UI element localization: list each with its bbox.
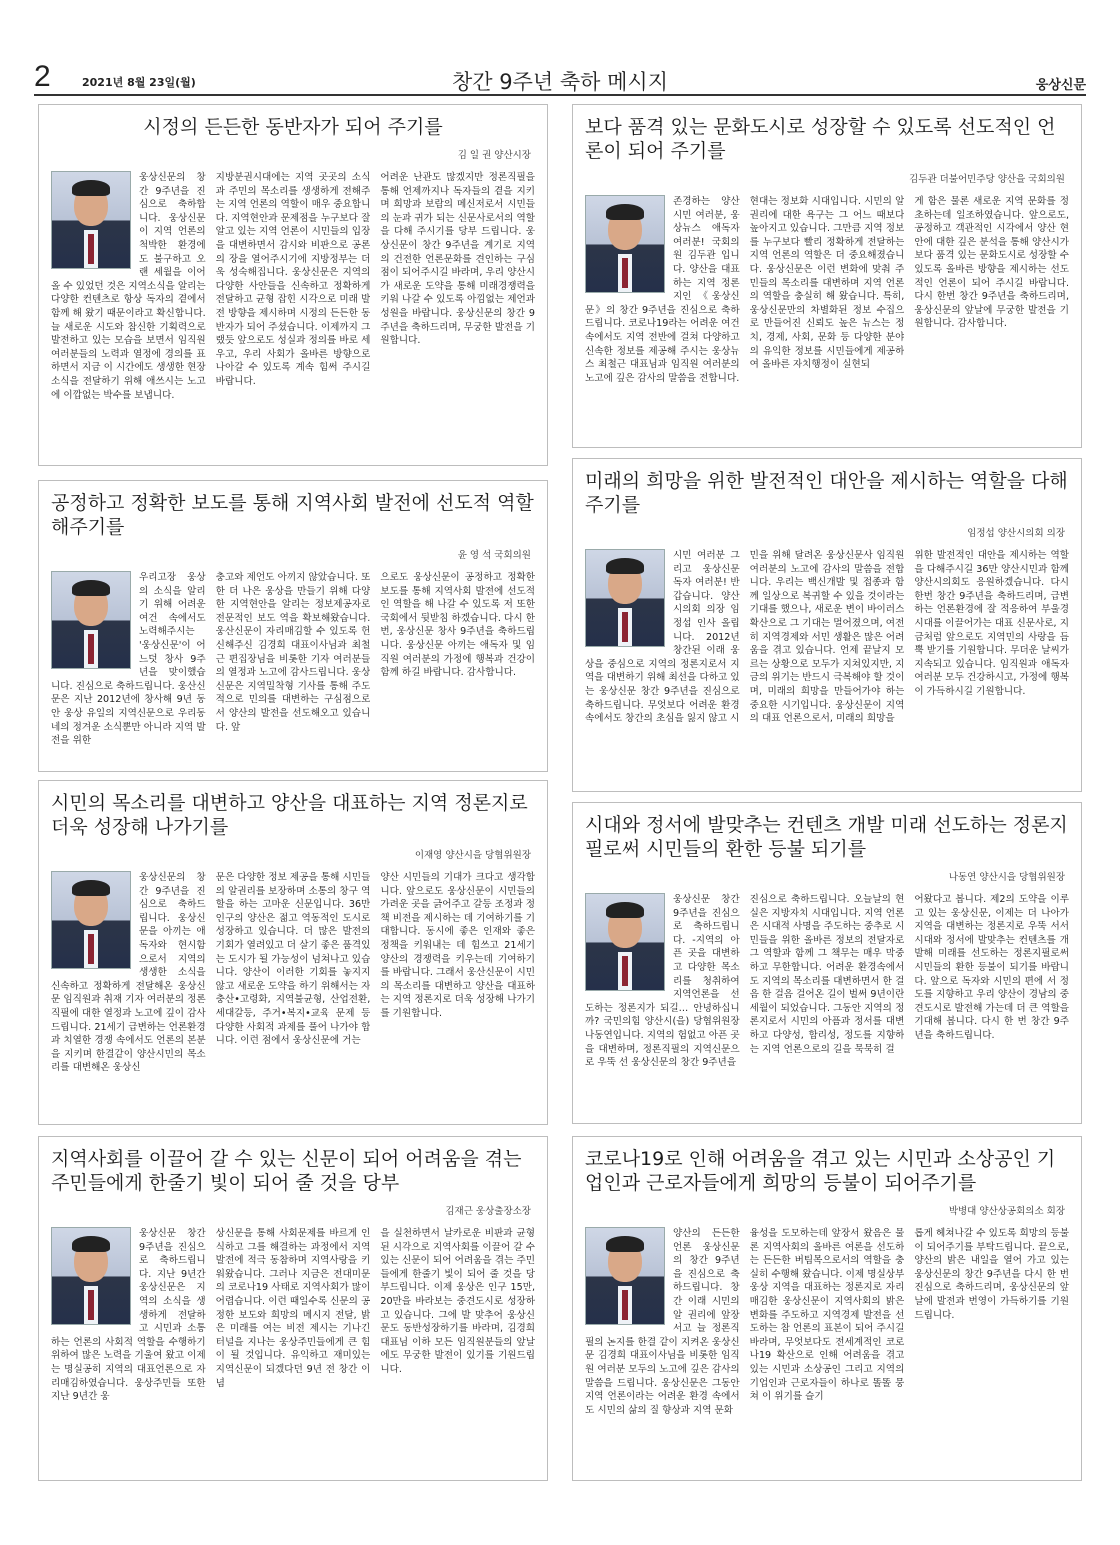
article-column: 을 실천하면서 날카로운 비판과 균형된 시각으로 지역사회를 이끌어 갈 수 있는 신문이 되어 어려움을 겪는 주민들에게 한줄기 빛이 되어 줄 것을 당부드립니다. 이제 웅상은 인구 15만, 20만을 바라보는 중견도시로 성장하고 있습니다. 그에 발 맞추어 웅상신문도 동반성장하기를 바라며, 김경희 대표님 이하 모든 임직원분들의 앞날에도 무궁한 발전이 있기를 기원드립니다. bbox=[380, 1228, 536, 1375]
article-column: 양산 시민들의 기대가 크다고 생각합니다. 앞으로도 웅상신문이 시민들의 가려운 곳을 긁어주고 갈등 조정과 정책 비전을 제시하는 데 기여하기를 기대합니다. 동시에 좋은 인재와 좋은 정책을 키워내는 데 힘쓰고 21세기 양산의 경쟁력을 키우는데 기여하기를 바랍니다. 그래서 웅산신문이 시민의 목소리를 대변하고 양산을 대표하는 지역 정론지로 더욱 성장해 나가기를 기원합니다. bbox=[380, 872, 536, 1019]
article-yoon-youngseok bbox=[38, 480, 548, 772]
article-byline: 윤 영 석 국회의원 bbox=[457, 550, 531, 561]
article-column: 웅상신문 창간 9주년을 진심으로 축하드립니다. 지난 9년간 웅상신문은 지역의 소식을 생생하게 전달하고 시민과 소통하는 언론의 사회적 역할을 수행하기 위하여 많은 노력을 기울여 왔고 이제는 명실공히 지역의 대표언론으로 자리매김하였습니다. 웅상주민들 또한 지난 9년간 웅 bbox=[51, 1228, 206, 1403]
article-column: 상신문을 통해 사회문제를 바르게 인식하고 그를 해결하는 과정에서 지역발전에 적극 동참하며 지역사랑을 키워왔습니다. 그러나 지금은 전대미문의 코로나19 사태로 지역사회가 많이 어렵습니다. 이런 때일수록 신문의 공정한 보도와 희망의 메시지 전달, 밝은 미래를 여는 비전 제시는 기나긴 터널을 지나는 웅상주민들에게 큰 힘이 될 것입니다. 유익하고 재미있는 지역신문이 되겠다던 9년 전 창간 이념 bbox=[215, 1228, 371, 1389]
author-photo bbox=[585, 893, 665, 991]
author-photo bbox=[585, 195, 665, 293]
article-headline: 코로나19로 인해 어려움을 겪고 있는 시민과 소상공인 기업인과 근로자들에게 희망의 등불이 되어주기를 bbox=[585, 1148, 1056, 1194]
article-column: 문은 다양한 정보 제공을 통해 시민들의 알권리를 보장하며 소통의 창구 역할을 하는 고마운 신문입니다. 36만 인구의 양산은 젊고 역동적인 도시로 성장하고 있습니다. 더 많은 발전의 기회가 열려있고 더 살기 좋은 품격있는 도시가 될 가능성이 넘쳐나고 있습니다. 양산이 이러한 기회를 놓지지 않고 새로운 도약을 하기 위해서는 자충산•고령화, 지역불균형, 산업전환, 세대갈등, 주거•복지•교육 문제 등 다양한 사회적 과제를 풀어 나가야 합니다. 이런 점에서 웅상신문에 거는 bbox=[215, 872, 371, 1047]
article-body bbox=[585, 893, 1069, 1070]
article-headline: 지역사회를 이끌어 갈 수 있는 신문이 되어 어려움을 겪는 주민들에게 한줄기 빛이 되어 줄 것을 당부 bbox=[51, 1148, 522, 1194]
article-column: 융성을 도모하는데 앞장서 왔음은 물론 지역사회의 올바른 여론을 선도하는 든든한 버팀목으로서의 역할을 충실히 수행해 왔습니다. 이제 명실상부 웅상 지역을 대표하는 정론지로 자리매김한 웅상신문이 지역사회의 밝은 변화를 주도하고 지역경제 발전을 선도하는 참 언론의 표본이 되어 주시길 바라며, 무엇보다도 전세계적인 코로나19 확산으로 인해 어려움을 겪고 있는 시민과 소상공인 그리고 지역의 기업인과 근로자들이 하나로 똘똘 뭉쳐 이 위기를 슬기 bbox=[749, 1228, 905, 1403]
article-body bbox=[585, 195, 1069, 385]
article-park-byeongdae bbox=[572, 1136, 1082, 1481]
article-headline: 시민의 목소리를 대변하고 양산을 대표하는 지역 정론지로 더욱 성장해 나가기를 bbox=[51, 792, 528, 838]
article-column: 시민 여러분 그리고 웅상신문 독자 여러분! 반갑습니다. 양산시의회 의장 임정섭 인사 올립니다. 2012년 창간된 이래 웅상을 중심으로 지역의 정론지로서 지역을 대변하기 위해 최선을 다하고 있는 웅상신문 창간 9주년을 진심으로 축하드립니다. 무엇보다 어려운 환경 속에서도 창간의 초심을 잃지 않고 시 bbox=[585, 550, 740, 725]
article-column: 롭게 헤쳐나갈 수 있도록 희망의 등불이 되어주기를 부탁드립니다. 끝으로, 양산의 밝은 내일을 열어 가고 있는 웅상신문의 창간 9주년을 다시 한 번 진심으로 축하드리며, 웅상신문의 앞날에 발전과 번영이 가득하기를 기원 드립니다. bbox=[914, 1228, 1070, 1321]
newspaper-name: 웅상신문 bbox=[1035, 78, 1086, 93]
article-body bbox=[585, 549, 1069, 726]
article-body bbox=[51, 1227, 535, 1404]
article-kim-jaegeun bbox=[38, 1136, 548, 1481]
article-column: 으로도 웅상신문이 공정하고 정확한 보도를 통해 지역사회 발전에 선도적인 역할을 해 나갈 수 있도록 저 또한 국회에서 뒷받침 하겠습니다. 다시 한 번, 웅상신문 창사 9주년을 축하드립니다. 웅상신문 아끼는 애독자 및 임직원 여러분의 가정에 행복과 건강이 함께 하길 바랍니다. 감사합니다. bbox=[380, 572, 536, 679]
article-body bbox=[51, 171, 535, 402]
author-photo bbox=[51, 1227, 131, 1325]
article-mayor bbox=[38, 104, 548, 466]
article-column: 웅상신문 창간 9주년을 진심으로 축하드립니다. -지역의 아픈 곳을 대변하고 다양한 목소리를 청취하여 지역언론을 선도하는 정론지가 되길… 안녕하십니까? 국민의힘 양산시(을) 당협위원장 나동연입니다. 지역의 험없고 아픈 곳을 대변하며, 정론직필의 지역신문으로 우뚝 선 웅상신문의 창간 9주년을 bbox=[585, 894, 740, 1069]
article-column: 지방분권시대에는 지역 곳곳의 소식과 주민의 목소리를 생생하게 전해주는 지역 언론의 역할이 매우 중요합니다. 지역현안과 문제점을 누구보다 잘 알고 있는 지역 언론이 시민들의 입장을 대변하면서 감시와 비판으로 공론의 장을 열어주시기에 지방정부는 더욱 성숙해집니다. 웅상신문은 지역의 다양한 사안들을 신속하고 정확하게 전달하고 균형 잡힌 시각으로 미래 발전 방향을 제시하며 시정의 든든한 동반자가 되어 주셨습니다. 이제까지 그랬듯 앞으로도 성실과 정의를 바로 세우고, 우리 사회가 올바른 방향으로 나아갈 수 있도록 계속 힘써 주시길 바랍니다. bbox=[215, 172, 371, 387]
author-photo bbox=[51, 171, 131, 269]
article-byline: 김두관 더불어민주당 양산을 국회의원 bbox=[909, 174, 1065, 185]
header-rule bbox=[34, 94, 1086, 96]
article-column: 존경하는 양산 시민 여러분, 웅상뉴스 애독자 여러분! 국회의원 김두관 입니다. 양산을 대표하는 지역 정론지인 《웅상신문》의 창간 9주년을 진심으로 축하드립니다. 코로나19라는 어려운 여건 속에서도 지역 전반에 걸쳐 다양하고 신속한 정보를 제공해 주시는 웅상뉴스 최철근 대표님과 임직원 여러분의 노고에 깊은 감사의 말씀을 전합니다. bbox=[585, 196, 740, 384]
article-lim-jeongseop bbox=[572, 458, 1082, 792]
article-na-dongyeon bbox=[572, 802, 1082, 1124]
article-byline: 박병대 양산상공회의소 회장 bbox=[948, 1206, 1065, 1217]
article-kim-dookwan bbox=[572, 104, 1082, 448]
article-body bbox=[585, 1227, 1069, 1417]
issue-date: 2021년 8월 23일(월) bbox=[82, 76, 196, 89]
article-column: 어려운 난관도 많겠지만 정론직필을 통해 언제까지나 독자들의 곁을 지키며 희망과 보람의 메신저로서 시민들의 눈과 귀가 되는 신문사로서의 역할을 다해 주시기를 당부 드립니다. 웅상신문이 창간 9주년을 계기로 지역의 건전한 언론문화를 견인하는 구심점이 되어주시길 바라며, 우리 양산시가 새로운 도약을 통해 미래경쟁력을 키워 나갈 수 있도록 아낌없는 제언과 성원을 바랍니다. 웅상신문의 창간 9주년을 축하드리며, 무궁한 발전을 기원합니다. bbox=[380, 172, 536, 347]
article-headline: 시대와 정서에 발맞추는 컨텐츠 개발 미래 선도하는 정론지필로써 시민들의 환한 등불 되기를 bbox=[585, 814, 1068, 860]
article-column: 어왔다고 봅니다. 제2의 도약을 이루고 있는 웅상신문, 이제는 더 나아가 지역을 대변하는 정론지로 우뚝 서서 시대와 정서에 발맞추는 컨텐츠를 개발해 미래를 선도하는 정론지필로써 시민들의 환한 등불이 되기를 바랍니다. 앞으로 독자와 시민의 편에 서 정도를 지향하고 우리 양산이 경남의 중견도시로 발전해 가는데 더 큰 역할을 기대해 봅니다. 다시 한 번 창간 9주년을 축하드립니다. bbox=[914, 894, 1070, 1041]
article-column: 우리고장 웅상의 소식을 알리기 위해 어려운 여건 속에서도 노력해주시는 '웅상신문'이 어느덧 창사 9주년을 맞이했습니다. 진심으로 축하드립니다. 웅산신문은 지난 2012년에 창사해 9년 동안 웅상 유일의 지역신문으로 우리동네의 정겨운 소식뿐만 아니라 지역 발전을 위한 bbox=[51, 572, 206, 747]
page-number: 2 bbox=[34, 60, 51, 93]
article-byline: 이재영 양산시을 당협위원장 bbox=[414, 850, 531, 861]
author-photo bbox=[51, 571, 131, 669]
masthead bbox=[34, 62, 1086, 96]
article-headline: 미래의 희망을 위한 발전적인 대안을 제시하는 역할을 다해주기를 bbox=[585, 470, 1068, 516]
article-headline: 공정하고 정확한 보도를 통해 지역사회 발전에 선도적 역할 해주기를 bbox=[51, 492, 534, 538]
article-column: 현대는 정보화 시대입니다. 시민의 알 권리에 대한 욕구는 그 어느 때보다 높아지고 있습니다. 그만큼 지역 정보를 누구보다 빨리 정확하게 전달하는 지역 언론의 역할은 더 중요해졌습니다. 웅상신문은 이런 변화에 맞춰 주민들의 목소리를 대변하며 지역 언론의 역할을 충실히 해 왔습니다. 특히, 웅상신문만의 차별화된 정보 수집으로 만들어진 신뢰도 높은 뉴스는 정치, 경제, 사회, 문화 등 다양한 분야의 유익한 정보를 시민들에게 제공하여 올바른 자치행정이 실현되 bbox=[749, 196, 905, 371]
article-lee-jaeyoung bbox=[38, 780, 548, 1125]
article-column: 위한 발전적인 대안을 제시하는 역할을 다해주시길 36만 양산시민과 함께 양산시의회도 응원하겠습니다. 다시 한번 창간 9주년을 축하드리며, 급변하는 언론환경에 잘 적응하여 부울경시대를 이끌어가는 대표 신문사로, 지금처럼 앞으로도 지역민의 사랑을 듬뿍 받기를 기원합니다. 무더운 날씨가 지속되고 있습니다. 임직원과 애독자 여러분 모두 건강하시고, 가정에 행복이 가득하시길 기원합니다. bbox=[914, 550, 1070, 697]
article-column: 민을 위해 달려온 웅상신문사 임직원 여러분의 노고에 감사의 말씀을 전합니다. 우리는 백신개발 및 접종과 함께 일상으로 복귀할 수 있을 것이라는 기대를 했으나, 새로운 변이 바이러스 확산으로 그 기대는 멀어졌으며, 여전히 지역경제와 서민 생활은 많은 어려움을 겪고 있습니다. 언제 끝날지 모르는 상황으로 모두가 지쳐있지만, 지금의 위기는 반드시 극복해야 할 것이며, 미래의 희망을 만들어가야 하는 중요한 시기입니다. 웅상신문이 지역의 대표 언론으로서, 미래의 희망을 bbox=[749, 550, 905, 725]
article-column: 진심으로 축하드립니다. 오늘날의 현실은 지방자치 시대입니다. 지역 언론은 시대적 사명을 주도하는 중추로 시민들을 위한 올바른 정보의 전달자로 그 역할과 함께 그 책무는 매우 막중하고 무한합니다. 어려운 환경속에서도 지역의 목소리를 대변하면서 한 걸음 한 걸음 걸어온 길이 벌써 9년이란 세월이 되었습니다. 그동안 지역의 정론지로서 시민의 아픔과 정서를 대변하고 다양성, 합리성, 정도를 지향하는 지역 언론으로의 길을 묵묵히 걸 bbox=[749, 894, 905, 1055]
article-body bbox=[51, 571, 535, 748]
article-byline: 나동연 양산시을 당협위원장 bbox=[948, 872, 1065, 883]
article-headline: 보다 품격 있는 문화도시로 성장할 수 있도록 선도적인 언론이 되어 주기를 bbox=[585, 116, 1056, 162]
author-photo bbox=[51, 871, 131, 969]
author-photo bbox=[585, 549, 665, 647]
article-body bbox=[51, 871, 535, 1075]
article-byline: 김재근 웅상출장소장 bbox=[445, 1206, 531, 1217]
article-column: 웅상신문의 창간 9주년을 진심으로 축하드립니다. 웅상신문을 아끼는 애독자와 현시함으로서 지역의 생생한 소식을 신속하고 정확하게 전달해온 웅상신문 임직원과 취재 기자 여러분의 정론직필에 대한 열정과 노고에 깊이 감사드립니다. 21세기 급변하는 언론환경과 치열한 경쟁 속에서도 언론의 본분을 지키며 한결같이 양산시민의 목소리를 대변해온 웅상신 bbox=[51, 872, 206, 1074]
article-headline: 시정의 든든한 동반자가 되어 주기를 bbox=[143, 116, 443, 138]
article-column: 충고와 제언도 아끼지 않았습니다. 또한 더 나은 웅상을 만들기 위해 다양한 지역현안을 알리는 정보제공자로 전문적인 보도 역을 확보해왔습니다. 웅산신문이 자리매김할 수 있도록 헌신해주신 김경희 대표이사님과 최철근 편집장님을 비롯한 기자 여러분들의 열정과 노고에 감사드립니다. 웅상신문은 지역밀착형 기사를 통해 주도적으로 민의를 대변하는 구심점으로서 양산의 발전을 선도해오고 있습니다. 앞 bbox=[215, 572, 371, 733]
article-byline: 임정섭 양산시의회 의장 bbox=[967, 528, 1065, 539]
section-title: 창간 9주년 축하 메시지 bbox=[452, 70, 668, 94]
author-photo bbox=[585, 1227, 665, 1325]
article-column: 웅상신문의 창간 9주년을 진심으로 축하합니다. 웅상신문이 지역 언론의 척박한 환경에도 불구하고 오랜 세월을 이어올 수 있었던 것은 지역소식을 알리는 다양한 컨텐츠로 항상 독자의 곁에서 함께 해 왔기 때문이라고 확신합니다. 늘 새로운 시도와 참신한 기획력으로 발전하고 있는 모습을 보면서 임직원 여러분들의 노력과 열정에 경의를 표하면서 지금 이 시간에도 생생한 현장소식을 전달하기 위해 애쓰시는 노고에 이깝없는 박수를 보냅니다. bbox=[51, 172, 206, 401]
article-column: 양산의 든든한 언론 웅상신문의 창간 9주년을 진심으로 축하드립니다. 창간 이래 시민의 알 권리에 앞장서고 늘 정론직필의 논지를 한결 같이 지켜온 웅상신문 김경희 대표이사님을 비롯한 임직원 여러분 모두의 노고에 깊은 감사의 말씀을 드립니다. 웅상신문은 그동안 지역 언론이라는 어려운 환경 속에서도 시민의 삶의 질 향상과 지역 문화 bbox=[585, 1228, 740, 1416]
article-byline: 김 일 권 양산시장 bbox=[457, 150, 531, 161]
article-column: 게 함은 물론 새로운 지역 문화를 정초하는데 일조하였습니다. 앞으로도, 공정하고 객관적인 시각에서 양산 현안에 대한 깊은 분석을 통해 양산시가 보다 품격 있는 문화도시로 성장할 수 있도록 올바른 방향을 제시하는 선도적인 언론이 되어 주시길 바랍니다. 다시 한번 창간 9주년을 축하드리며, 웅상신문의 앞날에 무궁한 발전을 기원합니다. 감사합니다. bbox=[914, 196, 1070, 330]
